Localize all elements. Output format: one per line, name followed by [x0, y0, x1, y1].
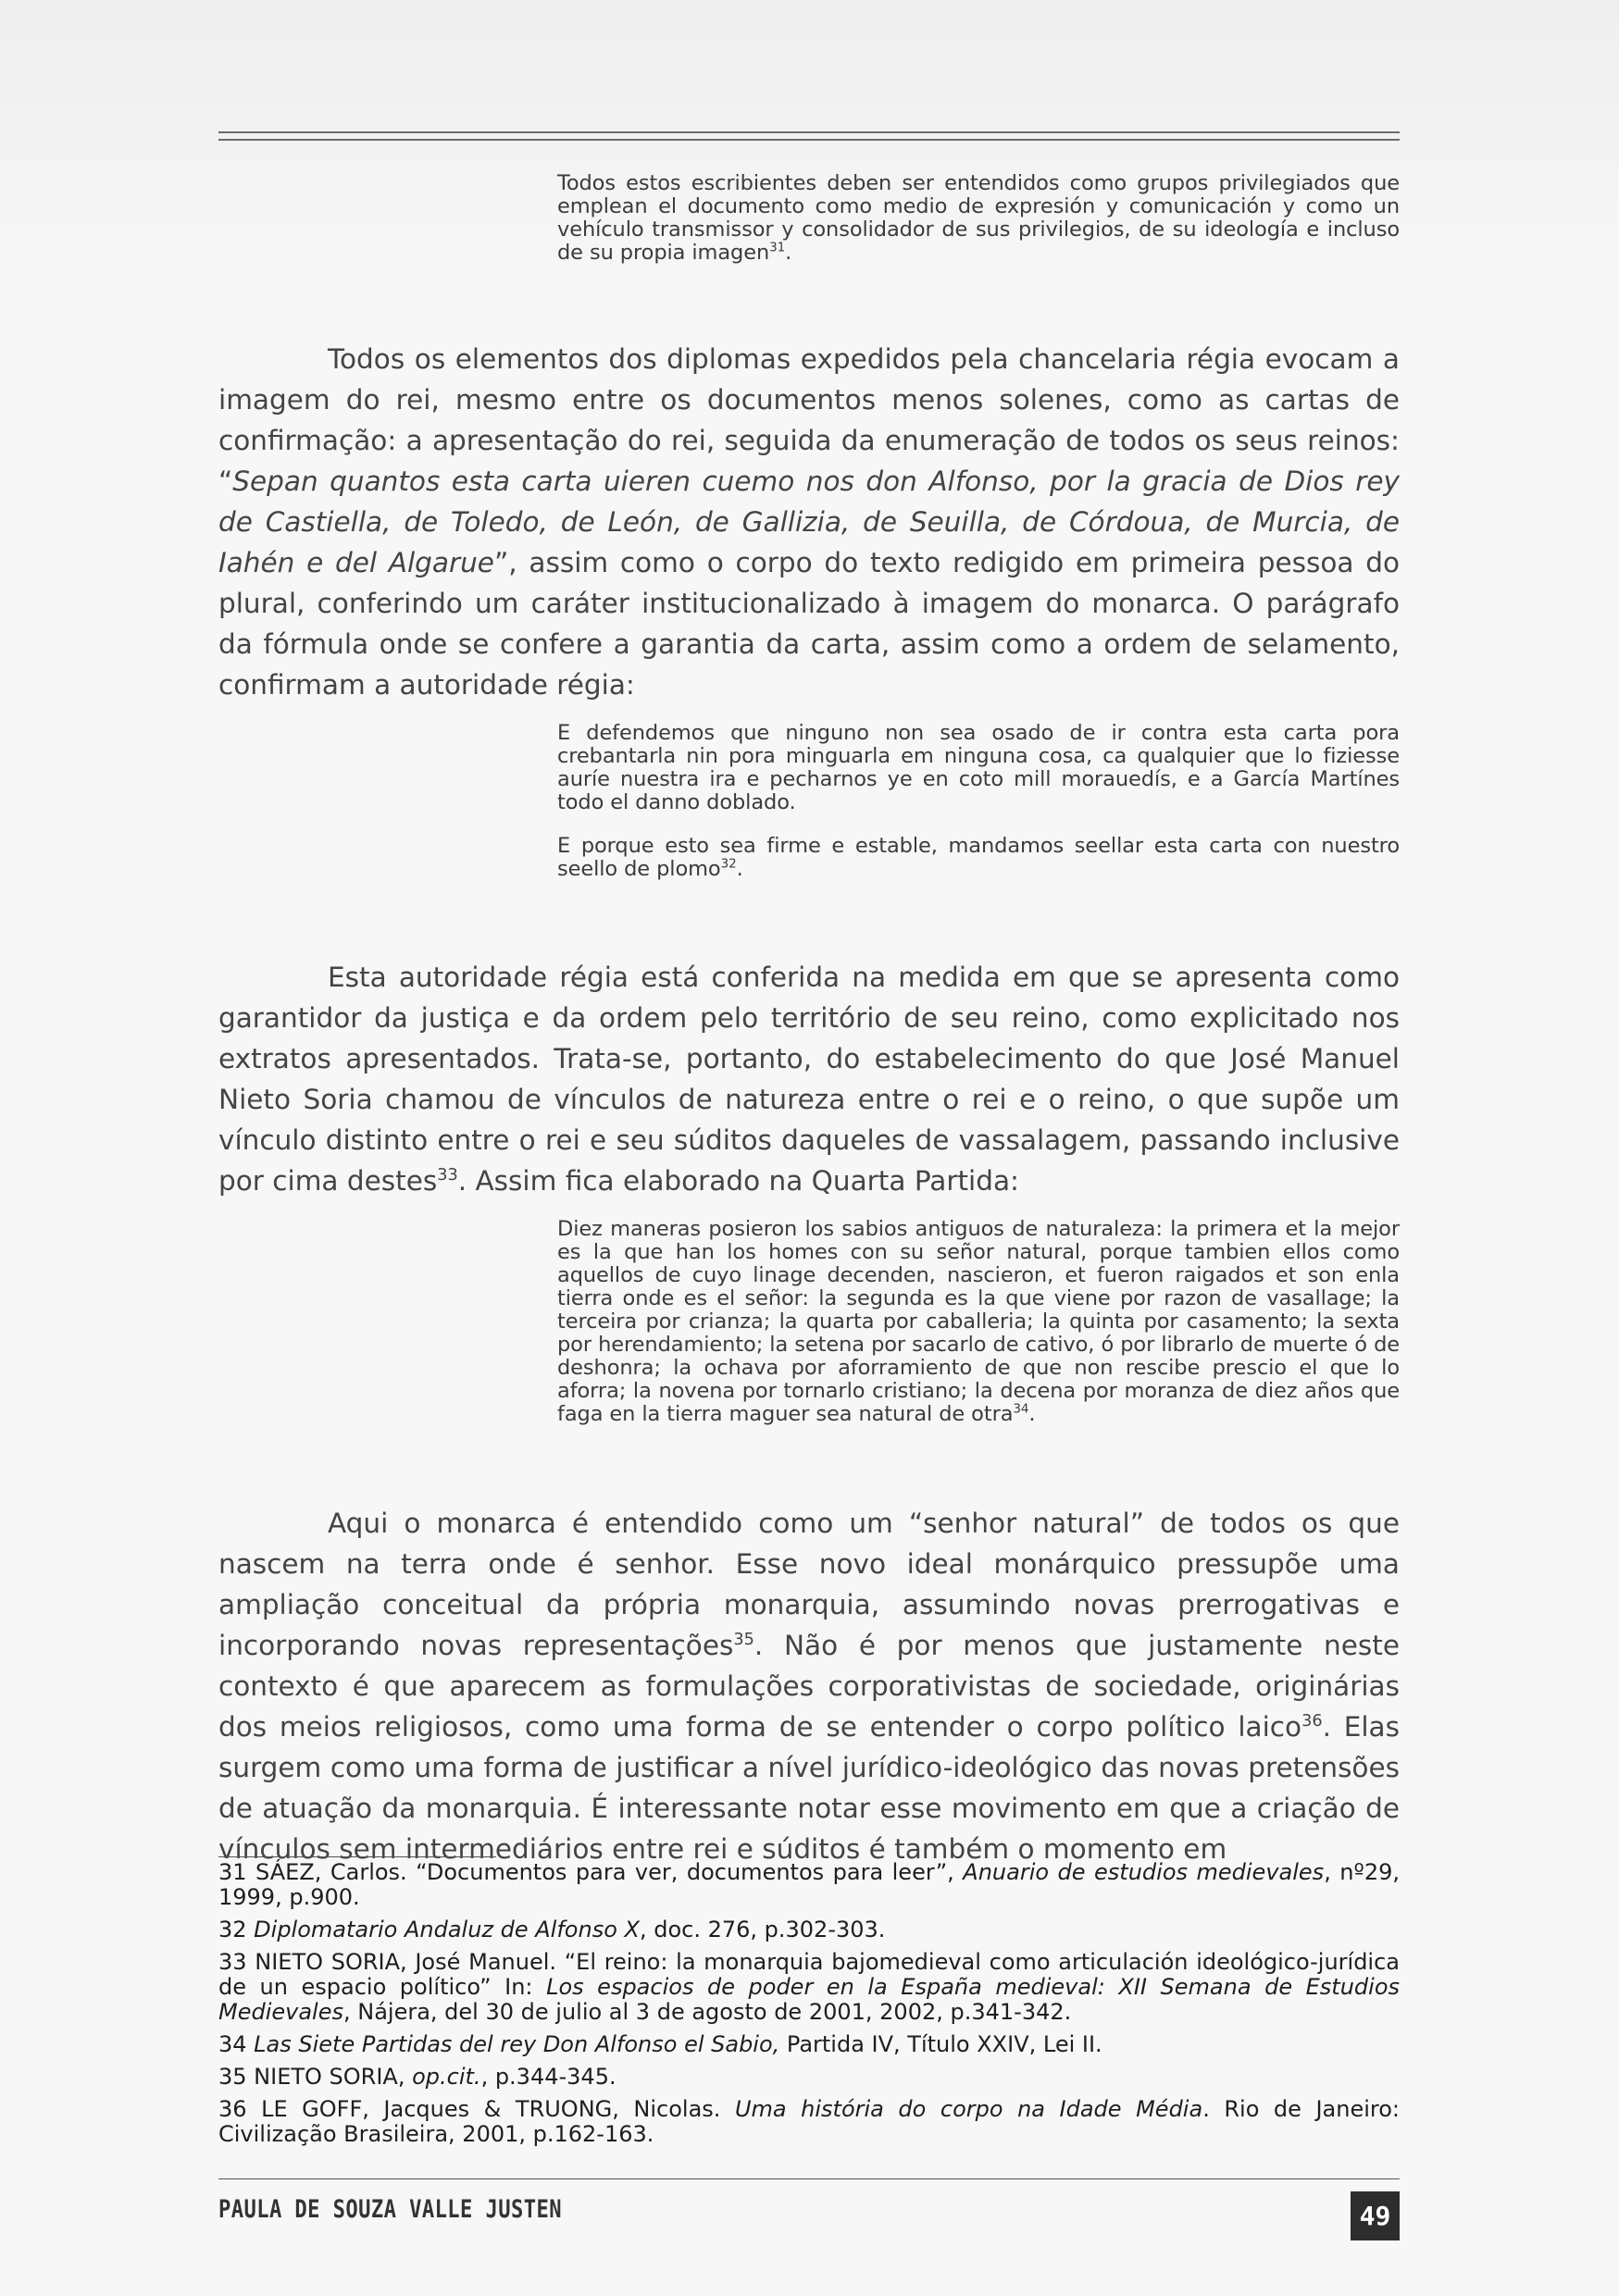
- quote-text: Todos estos escribientes deben ser entendidos como grupos privilegiados que emplean el documento como medio de expresión y comunicación y como un vehículo transmissor y consolidador de sus privilegios, de su ideología e incluso de su propia imagen: [557, 171, 1400, 265]
- footnotes: [218, 1860, 1400, 2154]
- block-quote-1: Todos estos escribientes deben ser entendidos como grupos privilegiados que emplean el documento como medio de expresión y comunicación y como un vehículo transmissor y consolidador de sus privilegios, de su ideología e incluso de su propia imagen$^{31}$.: [557, 171, 1400, 265]
- footnote-ref-36[interactable]: 36: [1301, 1712, 1323, 1731]
- block-quote-2: E defendemos que ninguno non sea osado de ir contra esta carta pora crebantarla nin pora minguarla em ninguna cosa, ca qualquier que lo fiziesse auríe nuestra ira e pecharnos ye en coto mill morauedís, e a García Martínes todo el danno doblado. E porque esto sea firme e estable, mandamos seellar esta carta con nuestro seello de plomo$^{32}$.: [557, 721, 1400, 881]
- italic-quote: Sepan quantos esta carta uieren cuemo nos don Alfonso, por la gracia de Dios rey de Castiella, de Toledo, de León, de Gallizia, de Seuilla, de Córdoua, de Murcia, de Iahén e del Algarue: [218, 465, 1400, 578]
- page-number: 49: [1351, 2191, 1400, 2240]
- footnote-ref-35[interactable]: 35: [733, 1631, 754, 1650]
- paragraph-1: Todos os elementos dos diplomas expedidos pela chancelaria régia evocam a imagem do rei, mesmo entre os documentos menos solenes, como as cartas de confirmação: a apresentação do rei, seguida da enumeração de todos os seus reinos: “Sepan quantos esta carta uieren cuemo nos don Alfonso, por la gracia de Dios rey de Castiella, de Toledo, de León, de Gallizia, de Seuilla, de Córdoua, de Murcia, de Iahén e del Algarue”, assim como o corpo do texto redigido em primeira pessoa do plural, conferindo um caráter institucionalizado à imagem do monarca. O parágrafo da fórmula onde se confere a garantia da carta, assim como a ordem de selamento, confirmam a autoridade régia:: [218, 343, 1400, 701]
- footnote-34: 34 Las Siete Partidas del rey Don Alfonso el Sabio, Partida IV, Título XXIV, Lei II.: [218, 2031, 1102, 2057]
- footnote-35: 35 NIETO SORIA, op.cit., p.344-345.: [218, 2064, 616, 2090]
- footnote-36: 36 LE GOFF, Jacques & TRUONG, Nicolas. Uma história do corpo na Idade Média. Rio de Janeiro: Civilização Brasileira, 2001, p.162-163.: [218, 2096, 1400, 2147]
- footnote-ref-34[interactable]: 34: [1013, 1401, 1029, 1417]
- footnote-ref-31[interactable]: 31: [769, 240, 786, 255]
- footnote-ref-32[interactable]: 32: [720, 856, 737, 872]
- paragraph-2: Esta autoridade régia está conferida na medida em que se apresenta como garantidor da justiça e da ordem pelo território de seu reino, como explicitado nos extratos apresentados. Trata-se, portanto, do estabelecimento do que José Manuel Nieto Soria chamou de vínculos de natureza entre o rei e o reino, o que supõe um vínculo distinto entre o rei e seu súditos daqueles de vassalagem, passando inclusive por cima destes$^{33}$. Assim fica elaborado na Quarta Partida:: [218, 962, 1400, 1197]
- footnote-31: 31 SÁEZ, Carlos. “Documentos para ver, documentos para leer”, Anuario de estudios medievales, nº29, 1999, p.900.: [218, 1859, 1400, 1910]
- footnote-32: 32 Diplomatario Andaluz de Alfonso X, doc. 276, p.302-303.: [218, 1917, 886, 1942]
- header-rule: [218, 131, 1400, 141]
- paragraph-3: Aqui o monarca é entendido como um “senhor natural” de todos os que nascem na terra onde é senhor. Esse novo ideal monárquico pressupõe uma ampliação conceitual da própria monarquia, assumindo novas prerrogativas e incorporando novas representações$^{35}$. Não é por menos que justamente neste contexto é que aparecem as formulações corporativistas de sociedade, originárias dos meios religiosos, como uma forma de se entender o corpo político laico$^{36}$. Elas surgem como uma forma de justificar a nível jurídico-ideológico das novas pretensões de atuação da monarquia. É interessante notar esse movimento em que a criação de vínculos sem intermediários entre rei e súditos é também o momento em: [218, 1508, 1400, 1865]
- footnote-separator: [218, 1856, 496, 1857]
- footer-rule: [218, 2178, 1400, 2179]
- footnote-ref-33[interactable]: 33: [437, 1166, 458, 1185]
- block-quote-3: Diez maneras posieron los sabios antiguos de naturaleza: la primera et la mejor es la que han los homes con su señor natural, porque tambien ellos como aquellos de cuyo linage decenden, nascieron, et fueron raigados et son enla tierra onde es el señor: la segunda es la que viene por razon de vasallage; la terceira por crianza; la quarta por caballeria; la quinta por casamento; la sexta por herendamiento; la setena por sacarlo de cativo, ó por librarlo de muerte ó de deshonra; la ochava por aforramiento de que non rescibe prescio el que lo aforra; la novena por tornarlo cristiano; la decena por moranza de diez años que faga en la tierra maguer sea natural de otra$^{34}$.: [557, 1217, 1400, 1426]
- footnote-33: 33 NIETO SORIA, José Manuel. “El reino: la monarquia bajomedieval como articulación ideológico-jurídica de un espacio político” In: Los espacios de poder en la España medieval: XII Semana de Estudios Medievales, Nájera, del 30 de julio al 3 de agosto de 2001, 2002, p.341-342.: [218, 1949, 1401, 2025]
- footer-author: PAULA DE SOUZA VALLE JUSTEN: [218, 2195, 562, 2224]
